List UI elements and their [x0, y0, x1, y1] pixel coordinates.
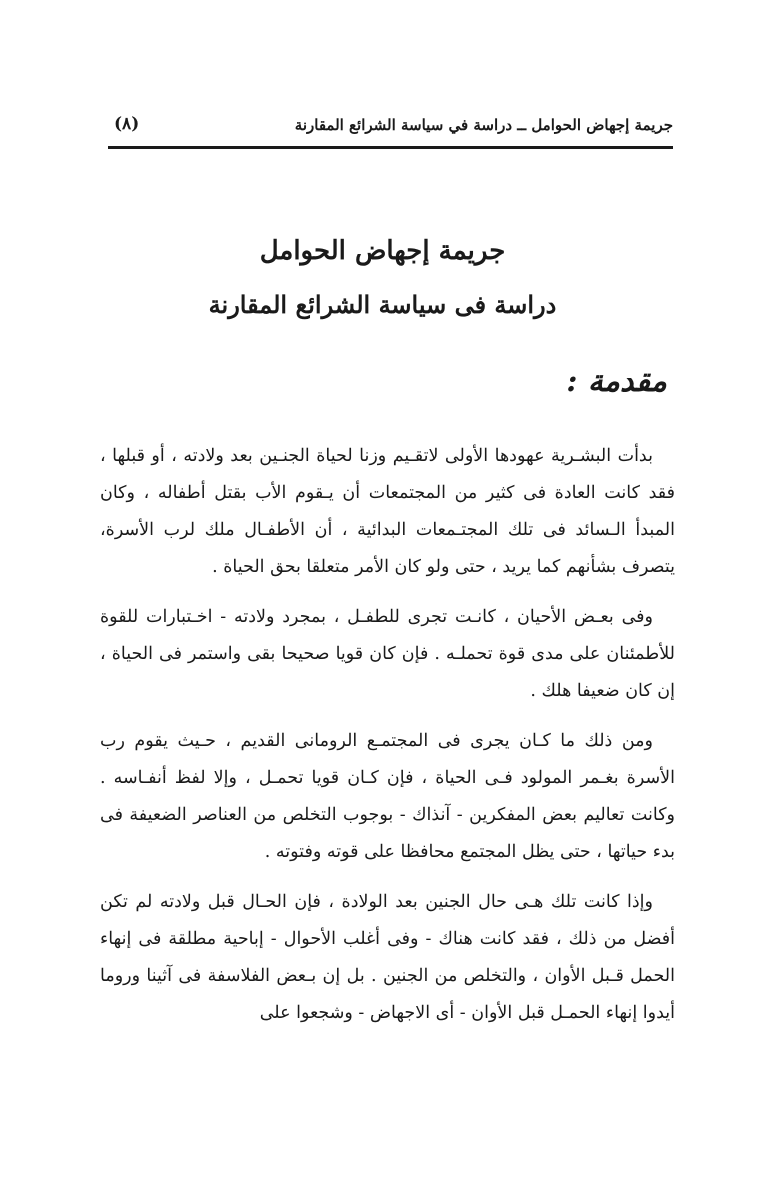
running-header — [108, 112, 673, 142]
paragraph: وإذا كانت تلك هـى حال الجنين بعد الولادة ، فإن الحـال قبل ولادته لم تكن أفضل من ذلك ، فقد كانت هناك - وفى أغلب الأحوال - إباحية مطلقة فى إنهاء الحمل قـبل الأوان ، والتخلص من الجنين . بل إن بـعض الفلاسفة فى آثينا وروما أيدوا إنهاء الحمـل قبل الأوان - أى الاجهاض - وشجعوا على — [100, 892, 675, 1023]
chapter-title: جريمة إجهاض الحوامل — [259, 236, 506, 266]
page-number: (٨) — [114, 114, 140, 134]
chapter-subtitle: دراسة فى سياسة الشرائع المقارنة — [208, 290, 557, 319]
section-heading: مقدمة : — [566, 364, 667, 399]
header-rule — [108, 146, 673, 149]
running-title: جريمة إجهاض الحوامل ــ دراسة في سياسة الشرائع المقارنة — [294, 116, 673, 134]
body-text — [100, 438, 675, 1045]
paragraph: بدأت البشـرية عهودها الأولى لاتقـيم وزنا لحياة الجنـين بعد ولادته ، أو قبلها ، فقد كانت العادة فى كثير من المجتمعات أن يـقوم الأب بقتل أطفاله ، وكان المبدأ الـسائد فى تلك المجتـمعات البدائية ، أن الأطفـال ملك لرب الأسرة، يتصرف بشأنهم كما يريد ، حتى ولو كان الأمر متعلقا بحق الحياة . — [100, 446, 675, 577]
paragraph: ومن ذلك ما كـان يجرى فى المجتمـع الرومانى القديم ، حـيث يقوم رب الأسرة بغـمر المولود فـى الحياة ، فإن كـان قويا تحمـل ، وإلا لفظ أنفـاسه . وكانت تعاليم بعض المفكرين - آنذاك - بوجوب التخلص من العناصر الضعيفة فى بدء حياتها ، حتى يظل المجتمع محافظا على قوته وفتوته . — [100, 731, 675, 862]
paragraph: وفى بعـض الأحيان ، كانـت تجرى للطفـل ، بمجرد ولادته - اخـتبارات للقوة للأطمئنان على مدى قوة تحملـه . فإن كان قويا صحيحا بقى واستمر فى الحياة ، إن كان ضعيفا هلك . — [100, 607, 675, 701]
